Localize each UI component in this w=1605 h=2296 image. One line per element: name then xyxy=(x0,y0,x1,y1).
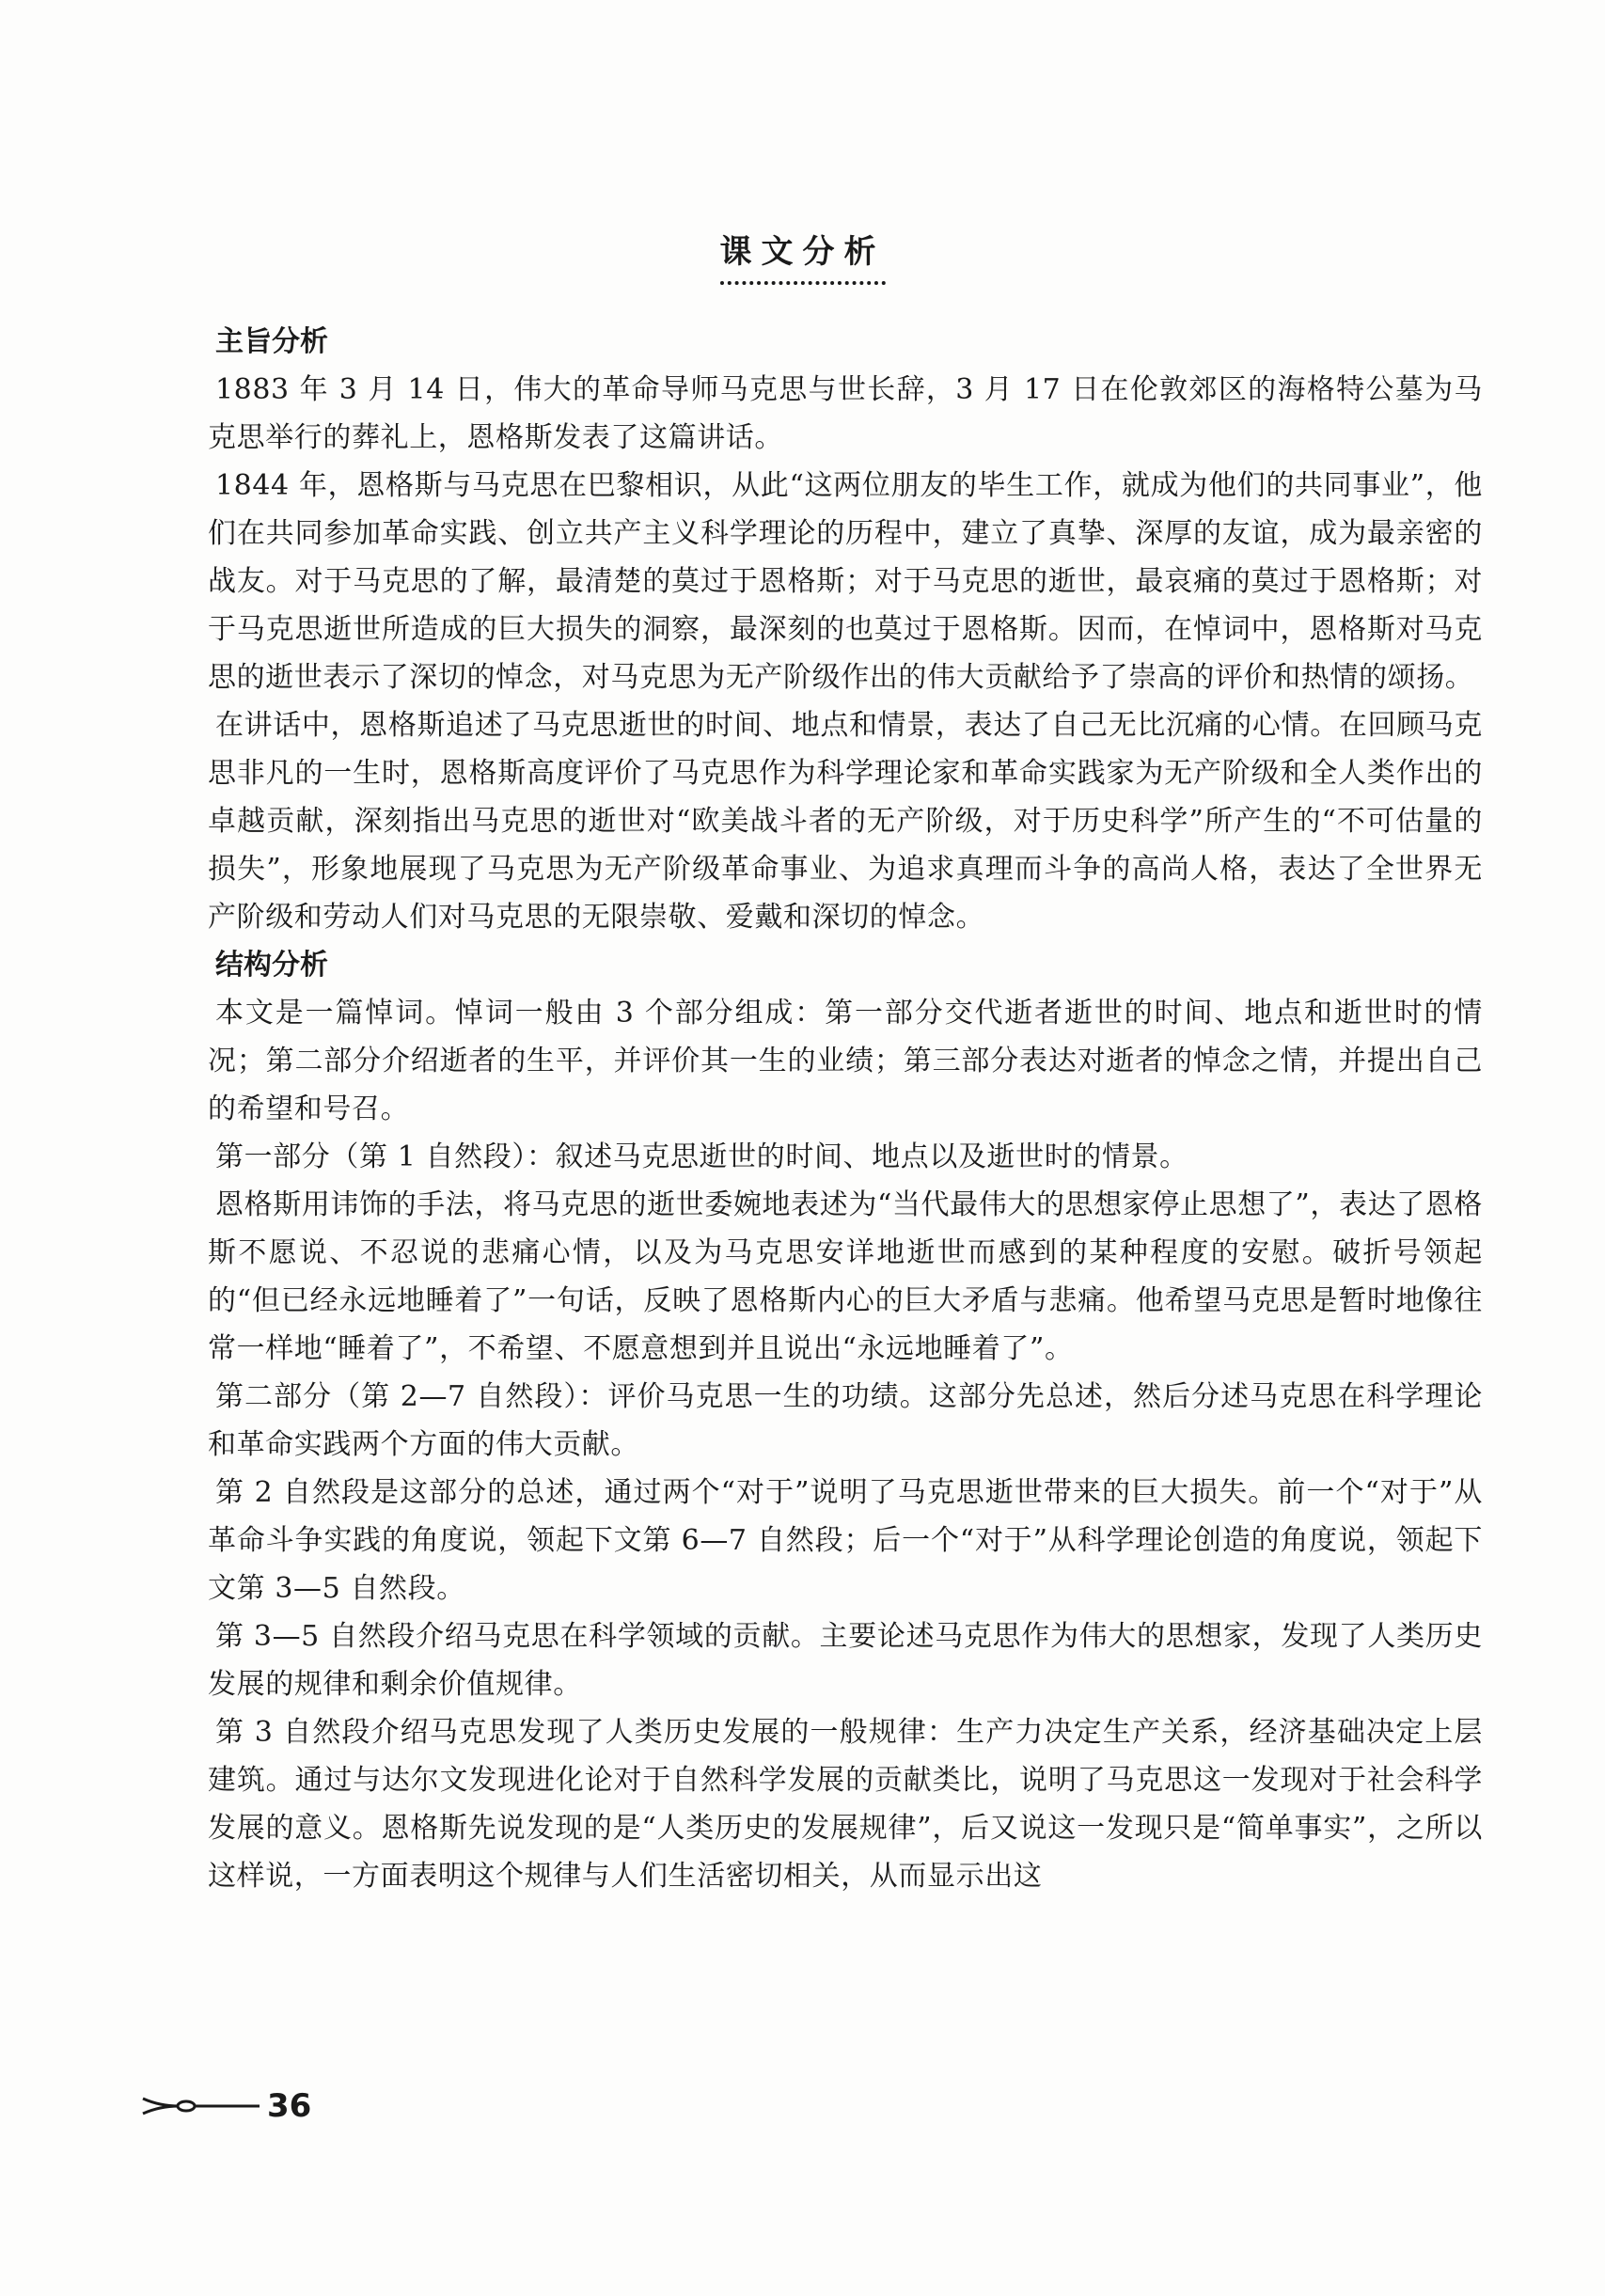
page-ornament-icon xyxy=(141,2095,261,2117)
page-title: 课文分析 xyxy=(720,226,886,285)
section-heading: 主旨分析 xyxy=(215,325,328,358)
paragraph: 1844 年，恩格斯与马克思在巴黎相识，从此“这两位朋友的毕生工作，就成为他们的共同事业”，他们在共同参加革命实践、创立共产主义科学理论的历程中，建立了真挚、深厚的友谊，成为最亲密的战友。对于马克思的了解，最清楚的莫过于恩格斯；对于马克思的逝世，最哀痛的莫过于恩格斯；对于马克思逝世所造成的巨大损失的洞察，最深刻的也莫过于恩格斯。因而，在悼词中，恩格斯对马克思的逝世表示了深切的悼念，对马克思为无产阶级作出的伟大贡献给予了崇高的评价和热情的颂扬。 xyxy=(208,469,1483,694)
paragraph: 第 3 自然段介绍马克思发现了人类历史发展的一般规律：生产力决定生产关系，经济基础决定上层建筑。通过与达尔文发现进化论对于自然科学发展的贡献类比，说明了马克思这一发现对于社会科学发展的意义。恩格斯先说发现的是“人类历史的发展规律”，后又说这一发现只是“简单事实”，之所以这样说，一方面表明这个规律与人们生活密切相关，从而显示出这 xyxy=(208,1716,1483,1893)
title-wrap xyxy=(0,226,1605,285)
page-number: 36 xyxy=(267,2087,312,2125)
paragraph: 第 3—5 自然段介绍马克思在科学领域的贡献。主要论述马克思作为伟大的思想家，发现了人类历史发展的规律和剩余价值规律。 xyxy=(208,1620,1483,1701)
section-heading: 结构分析 xyxy=(215,949,328,982)
paragraph: 在讲话中，恩格斯追述了马克思逝世的时间、地点和情景，表达了自己无比沉痛的心情。在回顾马克思非凡的一生时，恩格斯高度评价了马克思作为科学理论家和革命实践家为无产阶级和全人类作出的卓越贡献，深刻指出马克思的逝世对“欧美战斗者的无产阶级，对于历史科学”所产生的“不可估量的损失”，形象地展现了马克思为无产阶级革命事业、为追求真理而斗争的高尚人格，表达了全世界无产阶级和劳动人们对马克思的无限崇敬、爱戴和深切的悼念。 xyxy=(208,709,1483,934)
paragraph: 第二部分（第 2—7 自然段）：评价马克思一生的功绩。这部分先总述，然后分述马克思在科学理论和革命实践两个方面的伟大贡献。 xyxy=(208,1380,1483,1461)
paragraph: 恩格斯用讳饰的手法，将马克思的逝世委婉地表述为“当代最伟大的思想家停止思想了”，表达了恩格斯不愿说、不忍说的悲痛心情，以及为马克思安详地逝世而感到的某种程度的安慰。破折号领起的“但已经永远地睡着了”一句话，反映了恩格斯内心的巨大矛盾与悲痛。他希望马克思是暂时地像往常一样地“睡着了”，不希望、不愿意想到并且说出“永远地睡着了”。 xyxy=(208,1188,1483,1365)
paragraph: 第一部分（第 1 自然段）：叙述马克思逝世的时间、地点以及逝世时的情景。 xyxy=(215,1140,1188,1173)
section-structure xyxy=(208,941,1483,1900)
main-content xyxy=(208,318,1483,1900)
paragraph: 本文是一篇悼词。悼词一般由 3 个部分组成：第一部分交代逝者逝世的时间、地点和逝世时的情况；第二部分介绍逝者的生平，并评价其一生的业绩；第三部分表达对逝者的悼念之情，并提出自己的希望和号召。 xyxy=(208,997,1483,1125)
paragraph: 第 2 自然段是这部分的总述，通过两个“对于”说明了马克思逝世带来的巨大损失。前一个“对于”从革命斗争实践的角度说，领起下文第 6—7 自然段；后一个“对于”从科学理论创造的角度说，领起下文第 3—5 自然段。 xyxy=(208,1476,1483,1605)
page-footer xyxy=(141,2087,311,2125)
section-main-idea xyxy=(208,318,1483,941)
paragraph: 1883 年 3 月 14 日，伟大的革命导师马克思与世长辞，3 月 17 日在伦敦郊区的海格特公墓为马克思举行的葬礼上，恩格斯发表了这篇讲话。 xyxy=(208,373,1483,454)
